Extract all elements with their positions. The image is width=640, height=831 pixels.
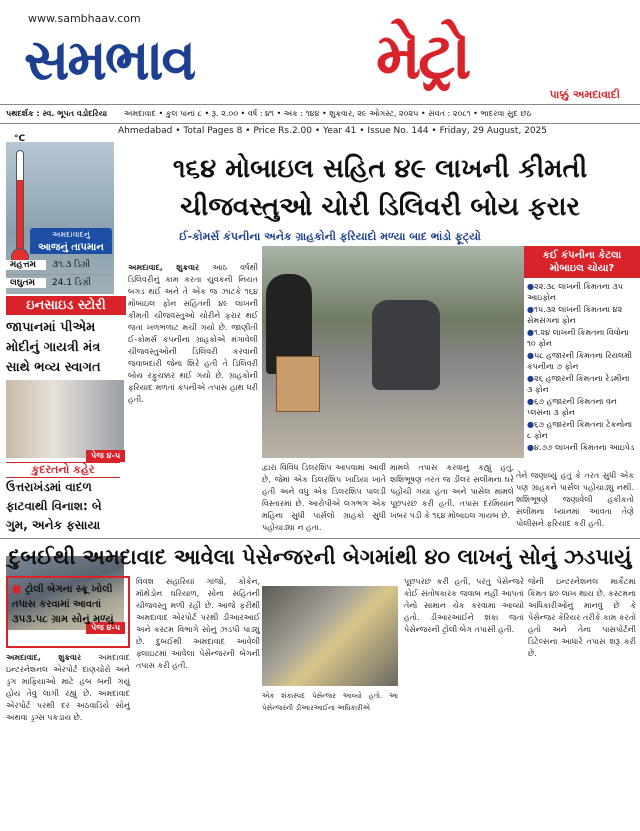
nature-story-headline[interactable]: ઉત્તરાખંડમાં વાદળ ફાટવાથી વિનાશ: બે ગુમ, અનેક ફસાયા (6, 480, 102, 532)
backpack (372, 300, 440, 390)
parcel-box (276, 356, 320, 412)
info-bar (0, 104, 640, 124)
lead-body-1: આઠ વર્ષથી ડિલિવરીનું કામ કરતા યુવકની નિયત બગડ થઈ અને તે એક જ ઝાટકે ૧૬૪ મોબાઇલ ફોન સહિતની ૪૯ લાખની કીમતી ચીજવસ્તુઓ ચોરીને ફરાર થઈ જતાં ખળભળાટ મચી ગયો છે. જાણીતી ઈ-કોમર્સ કંપનીના ગ્રાહકોએ મંગાવેલી ચીજવસ્તુઓની ડિલિવરી કરવાની જવાબદારી જેના શિરે હતી તે ડિલિવરી બોય રફુચક્કર થઈ ગયો છે. ગ્રાહકોની ફરિયાદ મળતાં કંપનીએ તપાસ હાથ ધરી હતી. (128, 263, 258, 404)
masthead-tagline: પાક્કું અમદાવાદી (549, 88, 620, 101)
lead-article-col2: દ્વારા વિવિધ ડિલરશિપ આપવામાં આવી છે, જેમાં એક ડિલરશિપ ખાડિયા ખાતે હતી અને વધુ એક ડિલરશિપ પાલડી વિસ્તારમાં છે. આરોપીએ લગભગ એક મહિના સુધી પાર્સલો ગ્રાહકો સુધી પહોંચાડ્યા ન હતા. (262, 463, 386, 532)
masthead (24, 19, 624, 101)
weather-title: અમદાવાદનું (30, 228, 112, 242)
inside-story-label: ઇનસાઇડ સ્ટોરી (6, 296, 126, 315)
temperature-unit: °C (14, 134, 26, 144)
second-dateline: અમદાવાદ, શુક્રવાર (6, 653, 82, 662)
list-item: ● ૬૭ હજારની કિંમતના ટેકનોના ૮ ફોન (527, 419, 637, 441)
list-item: ● ૧૫.૩૨ લાખની કિંમતના ૪૨ સેમસંગના ફોન (527, 304, 637, 326)
weather-max-row (6, 257, 114, 273)
lead-headline[interactable]: ૧૬૪ મોબાઇલ સહિત ૪૯ લાખની કીમતી ચીજવસ્તુઓ ચોરી ડિલિવરી બોય ફરાર (172, 154, 588, 222)
weather-max-value: ૩૧.૩ ડિગ્રી (52, 260, 91, 270)
weather-min-label: લઘુતમ (6, 278, 46, 288)
site-url[interactable]: www.sambhaav.com (28, 12, 141, 25)
bullet-icon: ■ (12, 584, 25, 595)
list-item: ● ૬૭ હજારની કિંમતના વન પ્લસના ૩ ફોન (527, 396, 637, 418)
masthead-title-right: મેટ્રો (376, 19, 469, 94)
lead-subhead: ઈ-કોમર્સ કંપનીના અનેક ગ્રાહકોની ફરિયાદો મળ્યા બાદ ભાંડો ફૂટ્યો (179, 230, 481, 243)
list-item: ● ૫૮ હજારની કિંમતના રિયલમી કંપનીના ૭ ફોન (527, 350, 637, 372)
nature-story-page-tag[interactable]: પેજ ૪-૫ (86, 622, 125, 634)
mobile-breakdown-list (524, 278, 640, 457)
mobile-breakdown-title: કઈ કંપનીના કેટલા મોબાઇલ ચોયા? (524, 246, 640, 278)
list-item: ● ૨૨.૩૮ લાખની કિંમતના ૩૫ આઇફોન (527, 281, 637, 303)
inside-story-page-tag[interactable]: પેજ ૪-૫ (86, 450, 125, 462)
second-highlight: ટ્રોલી બેગના સ્ક્રૂ ખોલી તપાસ કરવામાં આવતાં ૩૫૩.૫૮ ગ્રામ સોનું મળ્યું (12, 584, 114, 625)
second-article-col2: વિવશ સહારિયાં ગાંજો, કોકેન, મૉથેડોન ઘરિયાળ, સોના સહિતની ચીજવસ્તુ મળી રહી છે. આજે ફરીથી અમદાવાદ એરપોર્ટ પરથી ડીઆરઆઈ અને કસ્ટમ વિભાગે સોનું ઝડપી પાડ્યું છે. દુબઈથી અમદાવાદ આવેલી ફ્લાઇટમાં આવેલા પેસેન્જરની બેગની તપાસ કરી હતી. (136, 577, 260, 670)
list-item: ● ૨૬ હજારની કિંમતના રેડમીના ૩ ફોન (527, 373, 637, 395)
weather-min-row (6, 274, 114, 290)
second-article-col1 (6, 652, 130, 828)
second-body-1: અમદાવાદ ઇન્ટરનેશનલ એરપોર્ટ દાણચોરો અને ડ્રગ માફિયાઓ માટે હબ બની ગયું હોય તેવું લાગી રહ્યું છે. અમદાવાદ એરપોર્ટ પરથી દર અઠવાડિયે સોનું અથવા ડ્રગ્સ પકડાય છે. (6, 653, 130, 722)
second-highlight-box (6, 576, 130, 648)
delivery-boy-photo (262, 246, 524, 458)
list-item: ● ૪.૭૭ લાખની કિંમતના આઇપેડ (527, 442, 637, 453)
lead-article-col1 (128, 262, 258, 522)
issue-details: અમદાવાદ • કુલ પાનાં ૮ • રૂ. ૨.૦૦ • વર્ષ : ૪૧ • અંક : ૧૪૪ • શુક્રવાર, ૨૯ ઓગસ્ટ, ૨૦૨૫ • સંવત : ૨૦૮૧ • ભાદરવા સુદ છઠ (124, 109, 532, 118)
gold-photo-caption: એક શંકાસ્પદ પેસેન્જર આવ્યો હતો. આ પેસેન્જરની ડીઆરઆઈના અધિકારીએ (262, 692, 398, 712)
list-item: ● ૧.૨૪ લાખની કિંમતના વિવોના ૧૦ ફોન (527, 327, 637, 349)
thermometer-icon (8, 150, 32, 268)
weather-min-value: 24.1 ડિગ્રી (52, 277, 92, 288)
founder-credit: પથદર્શક : સ્વ. ભૂપત વડોદરિયા (6, 109, 108, 118)
second-headline[interactable]: દુબઈથી અમદાવાદ આવેલા પેસેન્જરની બેગમાંથી ૪૦ લાખનું સોનું ઝડપાયું (8, 545, 632, 569)
weather-max-label: મહત્તમ (6, 260, 46, 270)
nature-story-label: કુદરતનો કહેર (6, 462, 120, 478)
second-article-col3: પૂછપરછ કરી હતી, પરંતુ પેસેન્જરે કોઈ સંતોષકારક જવાબ નહીં આપતાં તેનો સામાન ચેક કરવામાં આવ્યો હતો. ડીઆરઆઈને શંકા જતાં પેસેન્જરની ટ્રોલી બેગ તપાસી હતી. (404, 577, 524, 634)
masthead-title-left: સમભાવ (24, 27, 195, 93)
mobile-breakdown-box (524, 246, 640, 468)
lead-article-col4: તેને જણાવ્યું હતું કે તરત સુધી એક પણ ગ્રાહકને પાર્સલ પહોંચાડ્યું નથી. શશિભૂષણે જણાવેલી હકીકતો સલીમના ધ્યાનમાં આવતા તેણે પોલીસને ફરિયાદ કરી હતી. (516, 471, 634, 528)
lead-dateline: અમદાવાદ, શુક્રવાર (128, 263, 200, 272)
issue-details-english: Ahmedabad • Total Pages 8 • Price Rs.2.00 • Year 41 • Issue No. 144 • Friday, 29 August, 2025 (118, 126, 548, 136)
lead-article-col3: મામલે તપાસ કરવાનું કહ્યું હતું. શશિભૂષણ તરત જ ડીલર સલીમના ઘરે પહોંચી ગયા હતા અને પાસેલ મામલે પૂછપરછ કરી હતી. તપાસ દરમિયાન ખબર પડી કે ૧૬૪ મોબાઇલ ગાયબ છે. (390, 463, 514, 520)
weather-subtitle: આજનું તાપમાન (30, 241, 112, 254)
pm-welcome-photo (6, 380, 124, 458)
second-article-col4: જેની ઇન્ટરનેશનલ માર્કેટમાં કિંમત ૪૦ લાખ થાય છે. કસ્ટમના અધિકારીઓનું માનવું છે કે પેસેન્જર કેરિયર તરીકે કામ કરતો હતો અને તેના પાસપોર્ટની ડિટેલ્સના આધારે તપાસ શરૂ કરી છે. (528, 577, 636, 658)
inside-story-headline[interactable]: જાપાનમાં પીએમ મોદીનું ગાયત્રી મંત્ર સાથે ભવ્ય સ્વાગત (6, 320, 101, 375)
gold-seized-photo (262, 586, 398, 686)
section-divider (0, 538, 640, 539)
